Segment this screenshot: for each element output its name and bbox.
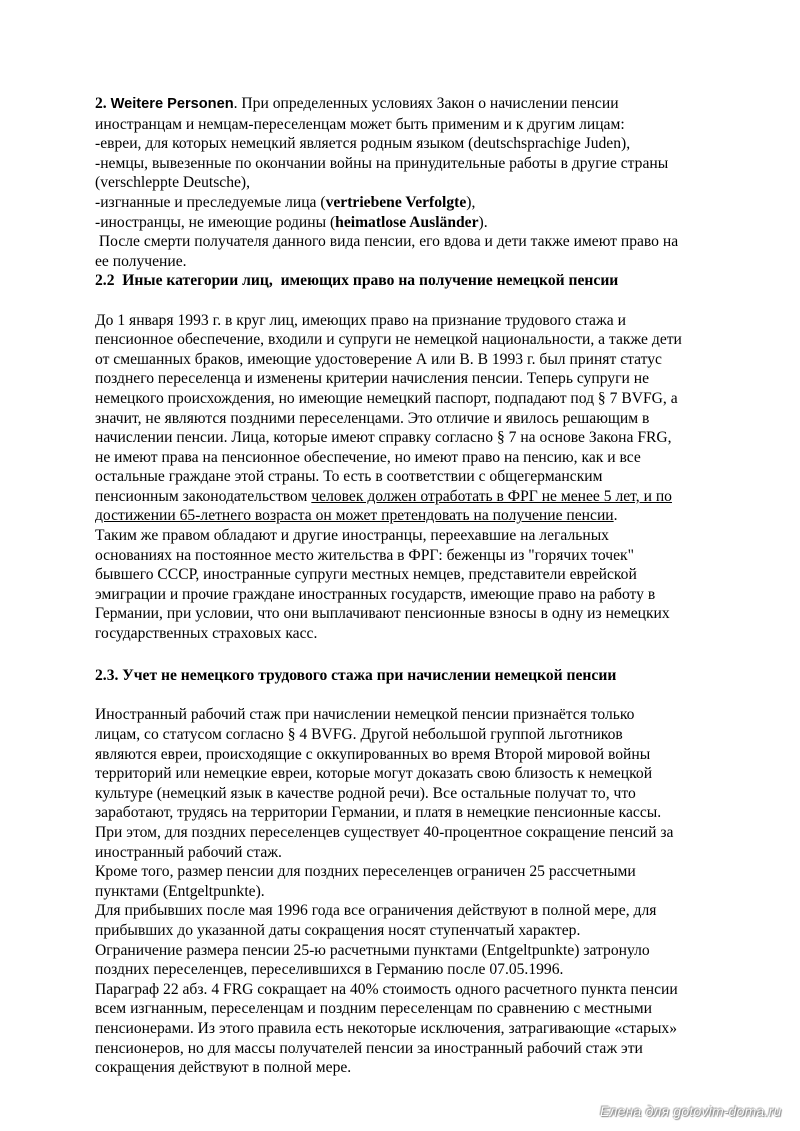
paragraph-line: от смешанных браков, имеющие удостоверение А или В. В 1993 г. был принят статус xyxy=(95,350,662,368)
underlined-text: человек должен отработать в ФРГ не менее 5 лет, и по xyxy=(311,487,672,505)
paragraph-line: При этом, для поздних переселенцев существует 40-процентное сокращение пенсий за xyxy=(95,823,674,841)
paragraph-line: бывшего СССР, иностранные супруги местных немцев, представители еврейской xyxy=(95,566,637,584)
paragraph-line: До 1 января 1993 г. в круг лиц, имеющих право на признание трудового стажа и xyxy=(95,311,626,329)
section-2-line-1 xyxy=(95,94,715,115)
underlined-text: достижении 65-летнего возраста он может претендовать на получение пенсии xyxy=(95,507,614,525)
document-body xyxy=(95,94,715,1078)
paragraph-line: Таким же правом обладают и другие иностранцы, переехавшие на легальных xyxy=(95,527,609,545)
paragraph-line: территорий или немецкие евреи, которые могут доказать свою близость к немецкой xyxy=(95,765,653,783)
paragraph-line: значит, не являются поздними переселенцами. Это отличие и явилось решающим в xyxy=(95,409,650,427)
paragraph-line: сокращения действуют в полной мере. xyxy=(95,1059,352,1077)
paragraph-line: лицам, со статусом согласно § 4 BVFG. Другой небольшой группой льготников xyxy=(95,726,623,743)
section-2-2-title: 2.2 Иные категории лиц, имеющих право на получение немецкой пенсии xyxy=(95,272,619,290)
paragraph-line xyxy=(95,193,715,213)
paragraph-line: Иностранный рабочий стаж при начислении немецкой пенсии признаётся только xyxy=(95,706,635,724)
paragraph-line: прибывших до указанной даты сокращения носят ступенчатый характер. xyxy=(95,921,581,939)
section-heading: Weitere Personen xyxy=(110,96,234,112)
paragraph-line: Кроме того, размер пенсии для поздних переселенцев ограничен 25 рассчетными xyxy=(95,863,636,881)
blank-line xyxy=(95,291,715,311)
text-fragment: пенсионным законодательством xyxy=(95,487,312,505)
paragraph-line xyxy=(95,487,715,507)
paragraph-line: государственных страховых касс. xyxy=(95,625,318,643)
paragraph-line: остальные граждане этой страны. То есть в соответствии с общегерманским xyxy=(95,468,603,486)
text-fragment: ), xyxy=(466,193,476,211)
paragraph-line: основаниях на постоянное место жительства в ФРГ: беженцы из "горячих точек" xyxy=(95,546,634,564)
text-fragment: -изгнанные и преследуемые лица ( xyxy=(95,193,326,211)
paragraph-line: ее получение. xyxy=(95,252,187,270)
paragraph-line: заработают, трудясь на территории Германии, и платя в немецкие пенсионные кассы. xyxy=(95,804,662,822)
paragraph-line: пенсионерами. Из этого правила есть некоторые исключения, затрагивающие «старых» xyxy=(95,1019,678,1037)
watermark: Елена для gotovim-doma.ru xyxy=(600,1103,782,1119)
paragraph-line: всем изгнанным, переселенцам и поздним переселенцам по сравнению с местными xyxy=(95,1000,653,1018)
paragraph-line: не имеют права на пенсионное обеспечение, но имеют право на пенсию, как и все xyxy=(95,448,641,466)
paragraph-line: культуре (немецкий язык в качестве родной речи). Все остальные получат то, что xyxy=(95,784,636,802)
paragraph-line: (verschleppte Deutsche), xyxy=(95,174,251,192)
text-fragment: . xyxy=(613,507,618,525)
paragraph-line: Параграф 22 абз. 4 FRG сокращает на 40% стоимость одного расчетного пункта пенсии xyxy=(95,980,678,998)
paragraph-line: поздних переселенцев, переселившихся в Германию после 07.05.1996. xyxy=(95,961,564,979)
blank-line xyxy=(95,686,715,706)
paragraph-line: пенсионеров, но для массы получателей пенсии за иностранный рабочий стаж эти xyxy=(95,1039,643,1057)
text-fragment: ). xyxy=(478,213,488,231)
paragraph-line: иностранцам и немцам-переселенцам может быть применим и к другим лицам: xyxy=(95,115,625,133)
blank-line xyxy=(95,644,715,664)
bold-term: vertriebene Verfolgte xyxy=(325,193,467,211)
paragraph-line: пунктами (Entgeltpunkte). xyxy=(95,882,265,900)
paragraph-line: Германии, при условии, что они выплачивают пенсионные взносы в одну из немецких xyxy=(95,605,670,623)
paragraph-line: пенсионное обеспечение, входили и супруги не немецкой национальности, а также дети xyxy=(95,331,682,349)
paragraph-line xyxy=(95,506,715,526)
paragraph-line: являются евреи, происходящие с оккупированных во время Второй мировой войны xyxy=(95,745,651,763)
section-number: 2. xyxy=(95,95,107,112)
paragraph-line: эмиграции и прочие граждане иностранных государств, имеющие право на работу в xyxy=(95,585,656,603)
section-2-3-title: 2.3. Учет не немецкого трудового стажа при начислении немецкой пенсии xyxy=(95,667,617,685)
paragraph-line xyxy=(95,213,715,233)
paragraph-line: Для прибывших после мая 1996 года все ограничения действуют в полной мере, для xyxy=(95,902,657,920)
paragraph-line: -немцы, вывезенные по окончании войны на принудительные работы в другие страны xyxy=(95,154,669,172)
paragraph-line: немецкого происхождения, но имеющие немецкий паспорт, подпадают под § 7 BVFG, а xyxy=(95,389,678,407)
bold-term: heimatlose Ausländer xyxy=(335,213,479,231)
paragraph-line: позднего переселенца и изменены критерии начисления пенсии. Теперь супруги не xyxy=(95,370,649,388)
paragraph-line: начислении пенсии. Лица, которые имеют справку согласно § 7 на основе Закона FRG, xyxy=(95,429,672,447)
section-intro: . При определенных условиях Закон о начислении пенсии xyxy=(233,95,619,112)
paragraph-line: иностранный рабочий стаж. xyxy=(95,843,282,861)
paragraph-line: -евреи, для которых немецкий является родным языком (deutschsprachige Juden), xyxy=(95,135,631,153)
text-fragment: -иностранцы, не имеющие родины ( xyxy=(95,213,336,231)
paragraph-line: Ограничение размера пенсии 25-ю расчетными пунктами (Entgeltpunkte) затронуло xyxy=(95,941,650,959)
paragraph-line: После смерти получателя данного вида пенсии, его вдова и дети также имеют право на xyxy=(95,233,679,251)
